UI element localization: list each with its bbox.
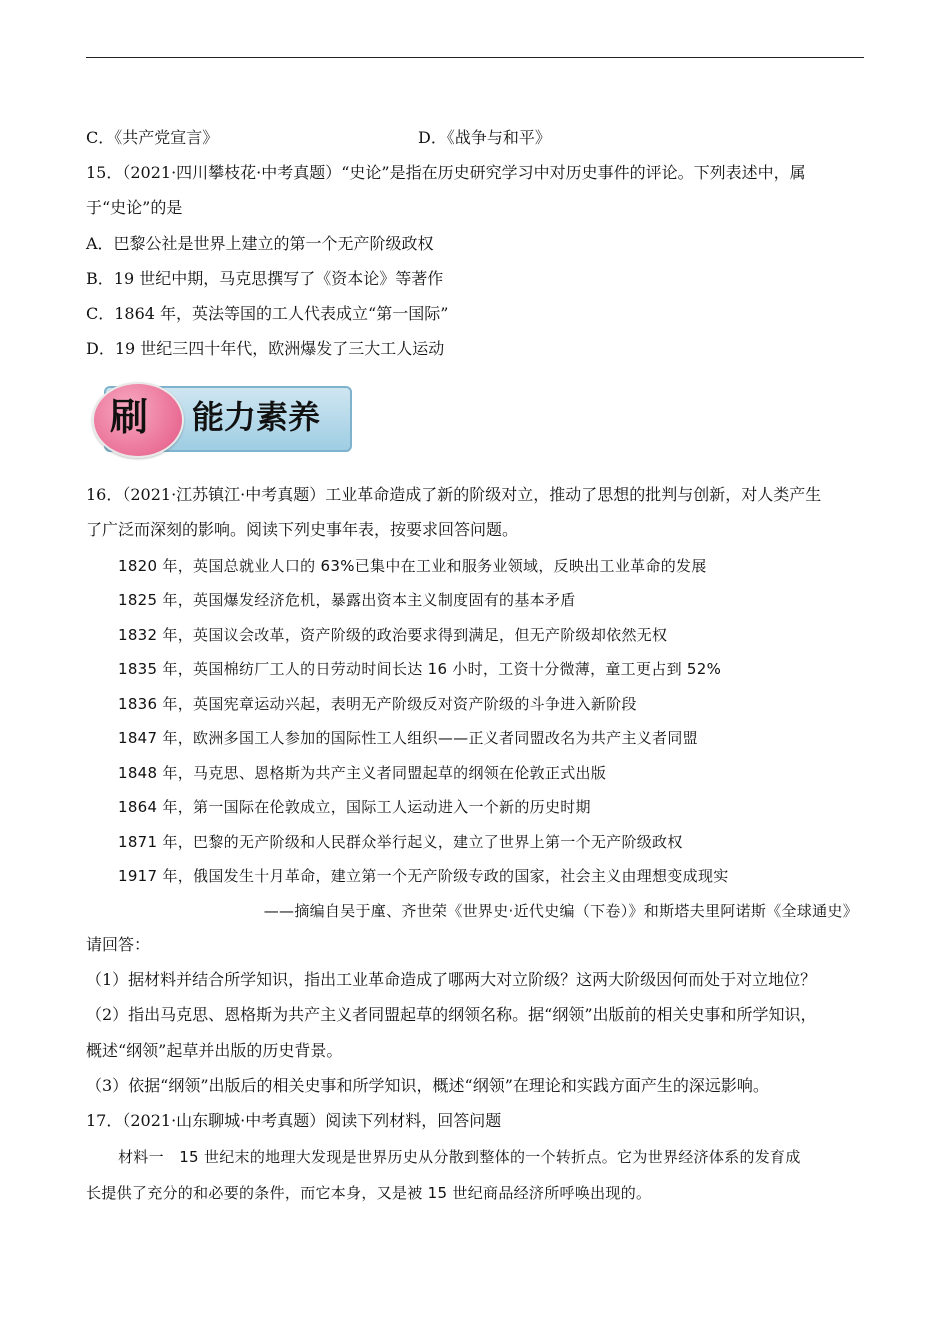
q16-source: ——摘编自吴于廑、齐世荣《世界史·近代史编（下卷）》和斯塔夫里阿诺斯《全球通史》 (263, 902, 858, 920)
timeline-entry: 1848 年，马克思、恩格斯为共产主义者同盟起草的纲领在伦敦正式出版 (118, 764, 607, 782)
q15-option-d: D．19 世纪三四十年代，欧洲爆发了三大工人运动 (86, 339, 445, 358)
banner-badge-char: 刷 (110, 395, 149, 439)
q15-option-a: A．巴黎公社是世界上建立的第一个无产阶级政权 (86, 234, 434, 253)
timeline-entry: 1820 年，英国总就业人口的 63%已集中在工业和服务业领域，反映出工业革命的发展 (118, 557, 707, 575)
q16-stem-line2: 了广泛而深刻的影响。阅读下列史事年表，按要求回答问题。 (86, 520, 519, 539)
q16-question-3: （3）依据“纲领”出版后的相关史事和所学知识，概述“纲领”在理论和实践方面产生的深远影响。 (86, 1076, 769, 1095)
timeline-entry: 1825 年，英国爆发经济危机，暴露出资本主义制度固有的基本矛盾 (118, 591, 576, 609)
banner-title: 能力素养 (192, 398, 321, 436)
section-banner (92, 382, 350, 454)
timeline-entry: 1864 年，第一国际在伦敦成立，国际工人运动进入一个新的历史时期 (118, 798, 591, 816)
q17-stem: 17．（2021·山东聊城·中考真题）阅读下列材料，回答问题 (86, 1111, 502, 1130)
q16-question-1: （1）据材料并结合所学知识，指出工业革命造成了哪两大对立阶级？这两大阶级因何而处于对立地位？ (86, 970, 817, 989)
timeline-entry: 1835 年，英国棉纺厂工人的日劳动时间长达 16 小时，工资十分微薄，童工更占到 52% (118, 660, 722, 678)
q16-stem-line1: 16．（2021·江苏镇江·中考真题）工业革命造成了新的阶级对立，推动了思想的批判与创新，对人类产生 (86, 485, 822, 504)
timeline-entry: 1917 年，俄国发生十月革命，建立第一个无产阶级专政的国家，社会主义由理想变成现实 (118, 867, 729, 885)
header-rule (86, 57, 864, 58)
q14-option-c: C．《共产党宣言》 (86, 128, 219, 147)
timeline-entry: 1832 年，英国议会改革，资产阶级的政治要求得到满足，但无产阶级却依然无权 (118, 626, 668, 644)
q15-option-c: C．1864 年，英法等国的工人代表成立“第一国际” (86, 304, 449, 323)
q16-prompt: 请回答： (86, 935, 151, 954)
q17-material-line2: 长提供了充分的和必要的条件，而它本身，又是被 15 世纪商品经济所呼唤出现的。 (86, 1184, 652, 1202)
timeline-entry: 1871 年，巴黎的无产阶级和人民群众举行起义，建立了世界上第一个无产阶级政权 (118, 833, 683, 851)
q17-material-line1: 材料一 15 世纪末的地理大发现是世界历史从分散到整体的一个转折点。它为世界经济体系的发育成 (118, 1148, 801, 1166)
timeline-entry: 1847 年，欧洲多国工人参加的国际性工人组织——正义者同盟改名为共产主义者同盟 (118, 729, 698, 747)
q16-question-2-line1: （2）指出马克思、恩格斯为共产主义者同盟起草的纲领名称。据“纲领”出版前的相关史事和所学知识， (86, 1005, 817, 1024)
q16-question-2-line2: 概述“纲领”起草并出版的历史背景。 (86, 1041, 343, 1060)
q15-option-b: B．19 世纪中期，马克思撰写了《资本论》等著作 (86, 269, 444, 288)
q15-stem-line1: 15．（2021·四川攀枝花·中考真题）“史论”是指在历史研究学习中对历史事件的评论。下列表述中，属 (86, 163, 806, 182)
q15-stem-line2: 于“史论”的是 (86, 198, 183, 217)
timeline-entry: 1836 年，英国宪章运动兴起，表明无产阶级反对资产阶级的斗争进入新阶段 (118, 695, 637, 713)
q14-option-d: D．《战争与和平》 (418, 128, 551, 147)
